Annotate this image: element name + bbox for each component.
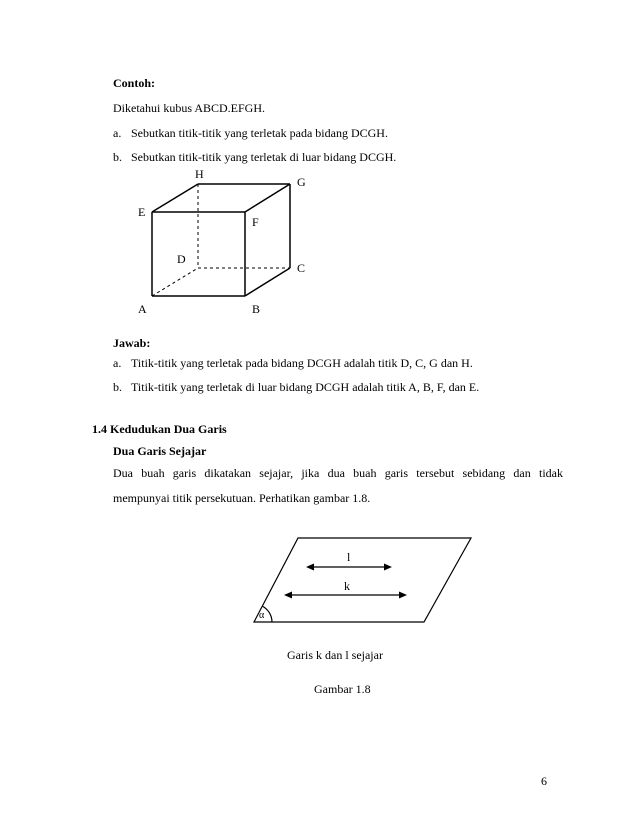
parallel-lines-figure (0, 520, 638, 630)
figure-caption: Garis k dan l sejajar (287, 648, 383, 662)
question-a-text: Sebutkan titik-titik yang terletak pada bidang DCGH. (131, 126, 388, 140)
example-given: Diketahui kubus ABCD.EFGH. (113, 101, 266, 115)
line-l-label: l (347, 550, 351, 564)
plane-parallelogram (254, 538, 471, 622)
line-k-label: k (344, 579, 350, 593)
answer-b-marker: b. (113, 380, 122, 394)
cube-diagram (0, 0, 638, 340)
section-subtitle: Dua Garis Sejajar (113, 444, 207, 458)
vertex-label-E: E (138, 205, 146, 219)
answer-a-marker: a. (113, 356, 122, 370)
answer-heading: Jawab: (113, 336, 151, 350)
plane-alpha-label: α (259, 610, 265, 621)
figure-number: Gambar 1.8 (314, 682, 371, 696)
vertex-label-A: A (138, 302, 147, 316)
edge-EH (152, 184, 198, 212)
vertex-label-B: B (252, 302, 261, 316)
vertex-label-F: F (252, 215, 259, 229)
vertex-label-D: D (177, 252, 186, 266)
paragraph-line-1: Dua buah garis dikatakan sejajar, jika dua buah garis tersebut sebidang dan tidak (113, 466, 563, 480)
answer-b-text: Titik-titik yang terletak di luar bidang DCGH adalah titik A, B, F, dan E. (131, 380, 480, 394)
section-title: 1.4 Kedudukan Dua Garis (92, 422, 227, 436)
edge-FG (245, 184, 290, 212)
vertex-label-H: H (195, 167, 204, 181)
paragraph-line-2: mempunyai titik persekutuan. Perhatikan gambar 1.8. (113, 491, 371, 505)
line-k-arrow-right (399, 592, 407, 599)
question-a-marker: a. (113, 126, 122, 140)
question-b-text: Sebutkan titik-titik yang terletak di luar bidang DCGH. (131, 150, 397, 164)
edge-BC (245, 268, 290, 296)
question-b-marker: b. (113, 150, 122, 164)
vertex-label-C: C (297, 261, 306, 275)
hidden-edge-AD (152, 268, 198, 296)
line-l-arrow-left (306, 564, 314, 571)
page-number: 6 (541, 774, 547, 788)
vertex-label-G: G (297, 175, 306, 189)
line-k-arrow-left (284, 592, 292, 599)
answer-a-text: Titik-titik yang terletak pada bidang DCGH adalah titik D, C, G dan H. (131, 356, 473, 370)
line-l-arrow-right (384, 564, 392, 571)
example-heading: Contoh: (113, 76, 156, 90)
